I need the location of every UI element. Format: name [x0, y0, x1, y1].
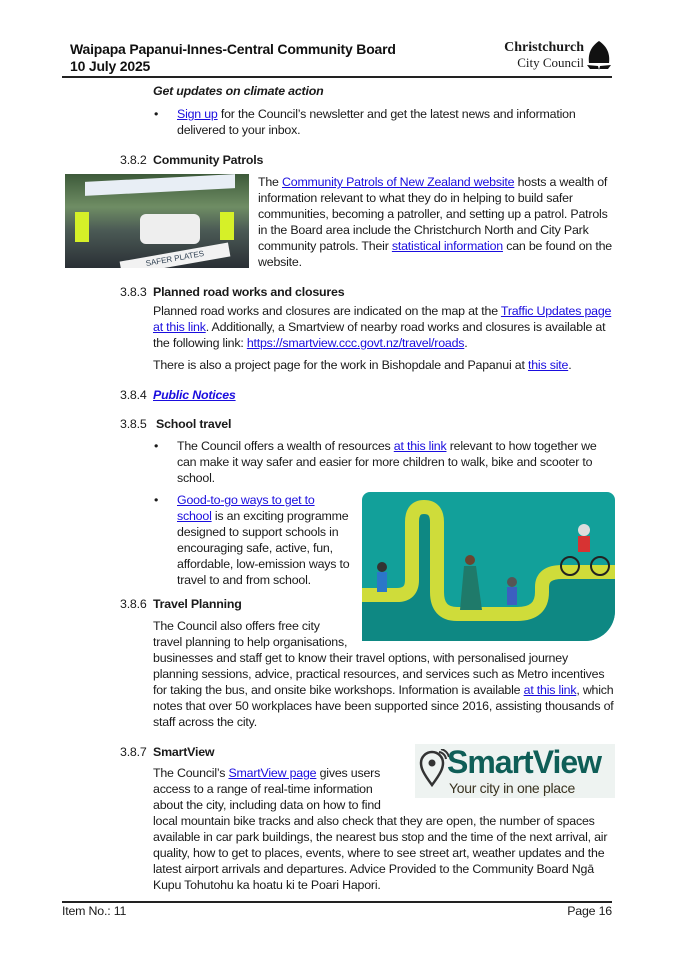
section-number: 3.8.3 — [120, 285, 147, 299]
school-travel-text-2 — [177, 492, 615, 588]
section-number: 3.8.2 — [120, 153, 147, 167]
school-travel-bullet-1 — [120, 438, 615, 486]
climate-section — [120, 83, 615, 138]
council-logo — [497, 40, 612, 74]
community-patrols-link[interactable]: Community Patrols of New Zealand website — [282, 175, 515, 189]
t: The Council offers a wealth of resources — [177, 439, 394, 453]
section-heading: Community Patrols — [153, 153, 264, 167]
traffic-updates-link[interactable]: Traffic Updates page at this link — [153, 304, 612, 334]
school-travel-list — [120, 438, 615, 486]
this-site-link[interactable]: this site — [527, 358, 569, 372]
t: , which notes that over 50 workplaces have been supported since 2016, assisting thousands of staff across the city. — [153, 683, 614, 729]
t: can be found on the website. — [258, 239, 612, 269]
public-notices-link[interactable]: Public Notices — [153, 388, 236, 402]
meeting-date: 10 July 2025 — [70, 58, 151, 74]
t: The Council also offers free city travel planning to help organisations, businesses and staff get to know their travel options, with personalised journey planning sessions, advice, practical resources, and services such as Metro incentives for taking the bus, and onsite bike workshops. Information is available — [153, 619, 605, 697]
bullet-icon: • — [154, 493, 159, 507]
sign-up-link[interactable]: Sign up — [177, 107, 218, 121]
section-3-8-7-header — [120, 744, 615, 760]
section-heading: School travel — [156, 417, 232, 431]
t: is an exciting programme designed to support schools in encouraging safe, active, fun, affordable, low-emission ways to travel to and from school. — [177, 509, 350, 587]
section-3-8-4 — [120, 387, 615, 403]
logo-line1: Christchurch — [504, 40, 584, 55]
t: . — [568, 358, 572, 372]
page-number: Page 16 — [567, 904, 612, 918]
section-number: 3.8.5 — [120, 417, 147, 431]
climate-text — [177, 106, 615, 138]
page-footer — [62, 901, 612, 918]
t: There is also a project page for the work in Bishopdale and Papanui at — [153, 358, 528, 372]
travel-planning-link[interactable]: at this link — [523, 683, 577, 697]
logo-line2: City Council — [517, 55, 584, 70]
t: . Additionally, a Smartview of nearby road works and closures is available at the following link: — [153, 320, 606, 350]
smartview-tagline: Your city in one place — [449, 780, 575, 796]
t: hosts a wealth of information relevant to what they do in helping to build safer communities, becoming a patroller, and setting up a patrol. Patrols in the Board area include the Christchurch North and City Park community patrols. Their — [258, 175, 608, 253]
t: relevant to how together we can make it way safer and easier for more children to walk, bike and scooter to school. — [177, 439, 597, 485]
footer-rule — [62, 901, 612, 903]
good-to-go-link[interactable]: Good-to-go ways to get to school — [177, 493, 315, 523]
climate-heading: Get updates on climate action — [153, 84, 324, 98]
resources-link[interactable]: at this link — [393, 439, 447, 453]
school-travel-bullet-2 — [120, 492, 615, 588]
t: gives users access to a range of real-time information about the city, including data on how to find local mountain bike tracks and also check that they are open, the number of spaces available in car park buildings, the nearest bus stop and the time of the next arrival, air quality, how to get to places, events, where to see street art, weather updates and the latest airport arrivals and departures. Advice Provided to the Community Board Ngā Kupu Tohutohu ka hoatu ki te Poari Hapori. — [153, 766, 608, 892]
t: . — [464, 336, 468, 350]
smartview-logo-text: SmartView — [447, 744, 602, 780]
bullet-icon: • — [154, 107, 159, 121]
section-number: 3.8.7 — [120, 745, 147, 759]
board-title: Waipapa Papanui-Innes-Central Community Board — [70, 41, 396, 57]
smartview-roads-link[interactable]: https://smartview.ccc.govt.nz/travel/roads — [246, 336, 465, 350]
t: The Council’s — [153, 766, 229, 780]
climate-body: for the Council’s newsletter and get the latest news and information delivered to your inbox. — [177, 107, 576, 137]
header-rule — [62, 76, 612, 78]
section-heading: Travel Planning — [153, 597, 242, 611]
smartview-page-link[interactable]: SmartView page — [228, 766, 317, 780]
statistical-information-link[interactable]: statistical information — [391, 239, 503, 253]
section-3-8-5-header — [120, 416, 615, 432]
community-patrols-text — [258, 174, 615, 270]
section-number: 3.8.6 — [120, 597, 147, 611]
t: The — [258, 175, 282, 189]
project-page-text — [120, 357, 615, 373]
school-and-travel-planning-block — [120, 492, 615, 730]
item-number: Item No.: 11 — [62, 904, 127, 918]
section-number: 3.8.4 — [120, 388, 147, 402]
bullet-icon: • — [154, 439, 159, 453]
t: Planned road works and closures are indicated on the map at the — [153, 304, 501, 318]
school-travel-text-1 — [177, 438, 615, 486]
road-works-text — [120, 303, 615, 351]
section-3-8-6-header — [120, 596, 615, 612]
community-patrols-block — [65, 174, 615, 270]
cathedral-icon — [586, 41, 612, 71]
page-body — [0, 83, 675, 893]
climate-bullet — [120, 106, 615, 138]
section-3-8-2-header — [120, 152, 615, 168]
photo-banner-text: SAFER PLATES — [120, 243, 231, 268]
section-3-8-3 — [120, 284, 615, 373]
community-patrols-photo — [65, 174, 249, 268]
section-heading: Planned road works and closures — [153, 285, 345, 299]
section-heading: SmartView — [153, 745, 215, 759]
section-3-8-7 — [120, 744, 615, 893]
